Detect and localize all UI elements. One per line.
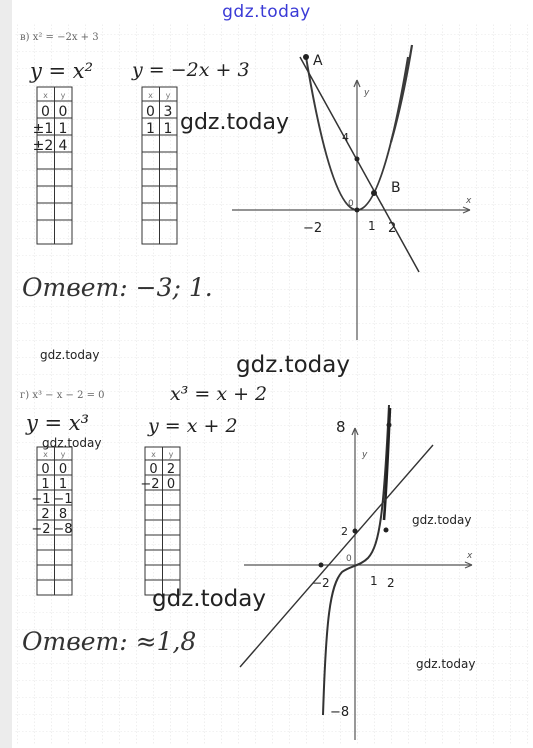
problem2-rewrite: x³ = x + 2 (170, 383, 268, 405)
p2-point-intersection (384, 528, 389, 533)
p2-tl-header-y: y (60, 450, 66, 459)
p2-tick-2x: 2 (387, 576, 395, 590)
problem2-eq-right: y = x + 2 (148, 415, 238, 437)
p2-tr-header-x: x (151, 450, 156, 459)
p2-tl-r1-y: 1 (58, 477, 68, 492)
problem1-eq-left: y = x² (30, 59, 94, 83)
p2-tl-r2-y: −1 (53, 492, 73, 507)
watermark-6: gdz.today (152, 586, 266, 612)
p1-tl-r1-x: ±1 (32, 121, 54, 137)
p2-tl-r0-x: 0 (41, 462, 50, 477)
p1-y-axis-label: y (364, 88, 370, 98)
p1-tr-r1-y: 1 (163, 121, 173, 137)
p2-tl-r3-y: 8 (58, 507, 68, 522)
p2-tl-r4-y: −8 (53, 522, 73, 537)
p2-tl-r4-x: −2 (31, 522, 51, 537)
p1-tr-r1-x: 1 (146, 121, 155, 137)
p1-tl-r0-y: 0 (58, 104, 68, 120)
p1-tick-2: 2 (388, 221, 397, 236)
p1-tl-header-y: y (60, 91, 66, 100)
p1-tick-4: 4 (342, 131, 349, 144)
problem1-answer: Ответ: −3; 1. (22, 273, 213, 302)
p1-point-y-intercept (355, 157, 360, 162)
p1-tl-r0-x: 0 (41, 104, 50, 120)
problem2-answer: Ответ: ≈1,8 (22, 627, 197, 656)
p1-point-b-label: B (391, 180, 401, 196)
p2-tick-neg8: −8 (330, 705, 350, 720)
problem1-eq-right: y = −2x + 3 (132, 59, 250, 81)
p1-tl-header-x: x (43, 91, 48, 100)
p2-tr-r1-y: 0 (166, 477, 176, 492)
p2-tl-r1-x: 1 (41, 477, 50, 492)
p1-point-vertex (355, 208, 360, 213)
p2-tl-r3-x: 2 (41, 507, 50, 522)
p1-tr-r0-y: 3 (163, 104, 173, 120)
p2-tr-r0-y: 2 (166, 462, 176, 477)
p2-tr-header-y: y (168, 450, 174, 459)
p1-tr-header-y: y (165, 91, 171, 100)
p2-point-x-intercept (319, 563, 324, 568)
watermark-top: gdz.today (222, 2, 311, 22)
watermark-7: gdz.today (416, 657, 476, 671)
p2-tl-r2-x: −1 (31, 492, 51, 507)
p1-origin-label: 0 (348, 199, 354, 209)
problem1-label: в) x² = −2x + 3 (20, 32, 99, 43)
p1-tr-r0-x: 0 (146, 104, 155, 120)
p2-point-top (387, 423, 392, 428)
problem2-label: г) x³ − x − 2 = 0 (20, 390, 105, 401)
p1-tl-r2-x: ±2 (32, 138, 54, 154)
p2-tick-2y: 2 (341, 525, 348, 538)
p1-x-axis-label: x (466, 196, 472, 206)
watermark-1: gdz.today (180, 110, 290, 135)
p2-tr-r0-x: 0 (149, 462, 158, 477)
p2-tick-8: 8 (336, 418, 346, 436)
p2-origin-label: 0 (346, 554, 352, 564)
p2-point-y-intercept (353, 529, 358, 534)
p1-tl-r1-y: 1 (58, 121, 68, 137)
p1-tick-1: 1 (368, 219, 376, 233)
watermark-4: gdz.today (42, 436, 102, 450)
watermark-2: gdz.today (40, 348, 100, 362)
p1-tl-r2-y: 4 (58, 138, 68, 154)
p2-tl-r0-y: 0 (58, 462, 68, 477)
p2-tick-neg2: −2 (312, 576, 330, 590)
problem2-eq-left: y = x³ (26, 411, 90, 435)
p1-point-a-label: A (313, 53, 323, 69)
p1-point-b (371, 190, 377, 196)
p2-y-axis-label: y (362, 450, 368, 460)
p2-tl-header-x: x (43, 450, 48, 459)
p2-tick-1: 1 (370, 574, 378, 588)
watermark-3: gdz.today (236, 352, 350, 378)
page-left-edge (0, 0, 12, 748)
p1-point-a (303, 54, 309, 60)
p1-tr-header-x: x (148, 91, 153, 100)
watermark-5: gdz.today (412, 513, 472, 527)
p1-tick-neg2: −2 (303, 221, 323, 236)
p2-x-axis-label: x (467, 551, 473, 561)
p2-tr-r1-x: −2 (140, 477, 160, 492)
